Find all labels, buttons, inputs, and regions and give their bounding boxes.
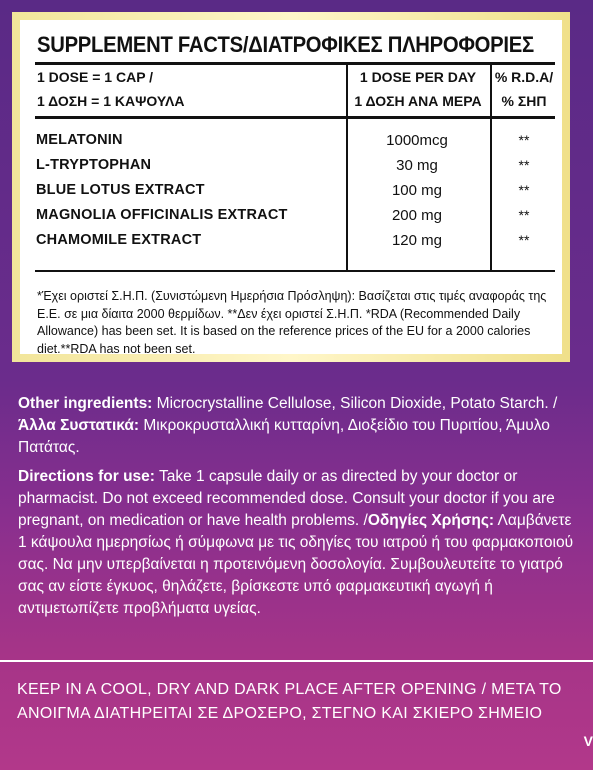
directions-text-gr: Λαμβάνετε 1 κάψουλα ημερησίως ή σύμφωνα με τις οδηγίες του ιατρού ή του φαρμακοποιού σας. Να μην υπερβαίνεται η προτεινόμενη δοσολογία. Συμβουλευτείτε το γιατρό σας αν είστε έγκυος, θηλάζετε, βρίσκεστε υπό φαρμακευτική αγωγή ή αντιμετωπίζετε προβλήματα υγείας. [18,512,574,617]
ingredient-rda: ** [518,157,530,173]
ingredient-amount: 200 mg [391,207,443,224]
header-rule [35,116,555,119]
other-ingredients [18,393,584,459]
ingredient-name: MELATONIN [36,132,123,148]
ingredient-rda: ** [518,132,530,148]
directions-for-use [18,466,584,620]
per-day-header-line1: 1 DOSE PER DAY [359,69,477,85]
dose-header-line1: 1 DOSE = 1 CAP / [37,69,154,85]
supplement-facts-panel [20,20,562,354]
ingredient-rda: ** [518,207,530,223]
title-rule [35,62,555,65]
rda-header-line1: % R.D.A/ [494,69,554,85]
ingredients-text-en: Microcrystalline Cellulose, Silicon Dioxide, Potato Starch. / [152,395,558,412]
ingredient-name: MAGNOLIA OFFICINALIS EXTRACT [36,207,288,223]
ingredients-text-gr: Μικροκρυσταλλική κυτταρίνη, Διοξείδιο του Πυριτίου, Άμυλο Πατάτας. [18,417,550,456]
ingredient-name: L-TRYPTOPHAN [36,157,152,173]
rda-footnote: *Έχει οριστεί Σ.Η.Π. (Συνιστώμενη Ημερήσια Πρόσληψη): Βασίζεται στις τιμές αναφοράς της Ε.Ε. σε μια δίαιτα 2000 θερμίδων. **Δεν έχει οριστεί Σ.Η.Π. *RDA (Recommended Daily Allowance) has been set. It is based on the reference prices of the EU for a 2000 calories diet.**RDA has not been set. [37,289,547,356]
corner-letter: V [583,733,593,749]
ingredients-label-en: Other ingredients: [18,395,153,412]
ingredient-amount: 120 mg [391,232,443,249]
directions-text-en: Take 1 capsule daily or as directed by your doctor or pharmacist. Do not exceed recommended dose. Consult your doctor if you are pregnant, on medication or have health problems. / [18,468,555,529]
rda-header-line2: % ΣΗΠ [501,93,547,109]
directions-label-en: Directions for use: [18,468,155,485]
dose-header-line2: 1 ΔΟΣΗ = 1 ΚΑΨΟΥΛΑ [37,93,185,109]
column-divider-2 [490,65,492,271]
ingredient-rda: ** [518,182,530,198]
ingredient-amount: 1000mcg [386,132,448,149]
per-day-header-line2: 1 ΔΟΣΗ ΑΝΑ ΜΕΡΑ [354,93,482,109]
facts-title: SUPPLEMENT FACTS/ΔΙΑΤΡΟΦΙΚΕΣ ΠΛΗΡΟΦΟΡΙΕΣ [37,32,534,57]
ingredient-amount: 100 mg [391,182,443,199]
storage-instructions: KEEP IN A COOL, DRY AND DARK PLACE AFTER OPENING / ΜΕΤΑ ΤΟ ΑΝΟΙΓΜΑ ΔΙΑΤΗΡΕΙΤΑΙ ΣΕ ΔΡΟΣΕΡΟ, ΣΤΕΓΝΟ ΚΑΙ ΣΚΙΕΡΟ ΣΗΜΕΙΟ [17,681,562,722]
ingredient-name: BLUE LOTUS EXTRACT [36,182,205,198]
directions-label-gr: Οδηγίες Χρήσης: [367,512,495,529]
ingredient-amount: 30 mg [396,157,438,174]
ingredients-label-gr: Άλλα Συστατικά: [18,417,140,434]
ingredient-name: CHAMOMILE EXTRACT [36,232,202,248]
ingredient-rda: ** [518,232,530,248]
section-divider [0,660,593,662]
table-bottom-rule [35,270,555,272]
column-divider-1 [346,65,348,271]
